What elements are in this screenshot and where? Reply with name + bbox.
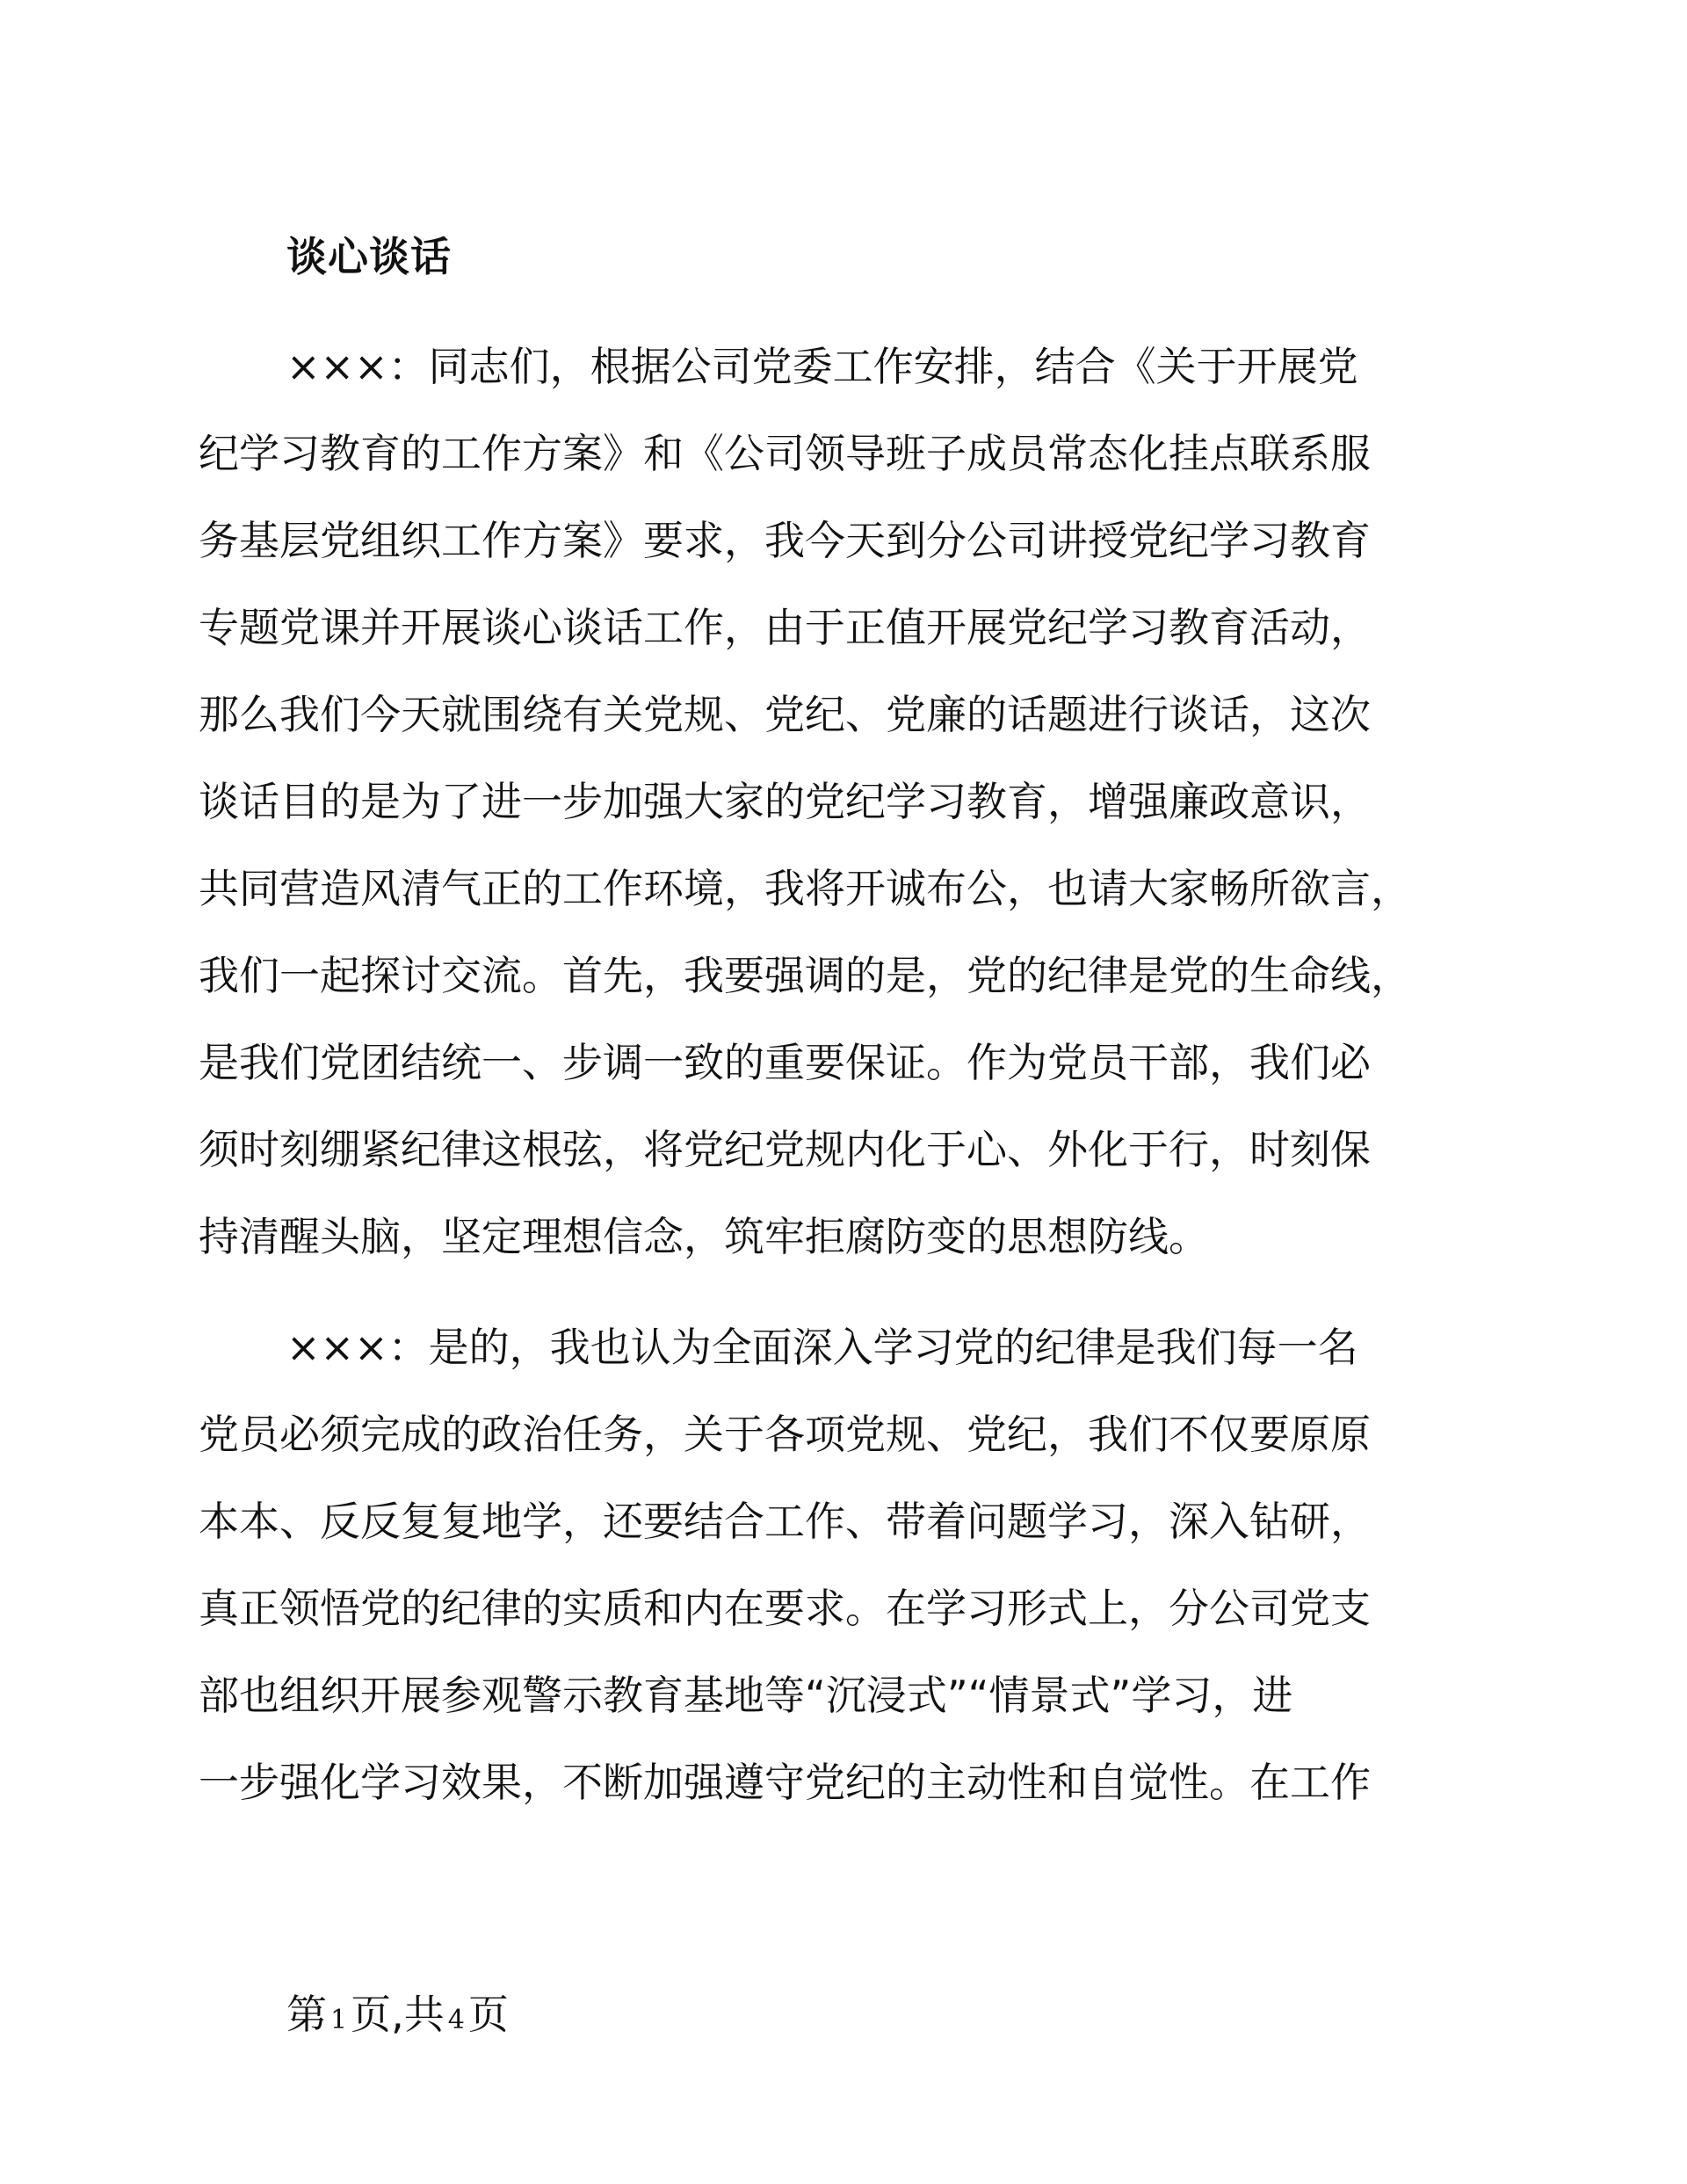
paragraph-line: ×××：同志们，根据公司党委工作安排，结合《关于开展党 xyxy=(286,343,1358,390)
paragraph-line: 是我们党团结统一、步调一致的重要保证。作为党员干部，我们必 xyxy=(199,1039,1371,1086)
paragraph-2 xyxy=(199,1304,1534,1826)
paragraph-line: 那么我们今天就围绕有关党规、党纪、党廉的话题进行谈话，这次 xyxy=(199,691,1371,738)
paragraph-line: 务基层党组织工作方案》要求，我今天到分公司讲授党纪学习教育 xyxy=(199,517,1371,564)
paragraph-1 xyxy=(199,323,1534,1281)
document-title: 谈心谈话 xyxy=(286,233,452,280)
footer-suffix: 页 xyxy=(467,1991,509,2038)
paragraph-line: 谈话目的是为了进一步加强大家的党纪学习教育，增强廉政意识， xyxy=(199,778,1371,825)
footer-current-page: 1 xyxy=(330,2005,348,2035)
paragraph-line: 党员必须完成的政治任务，关于各项党规、党纪，我们不仅要原原 xyxy=(199,1411,1371,1458)
footer-prefix: 第 xyxy=(286,1991,327,2038)
paragraph-line: 须时刻绷紧纪律这根弦，将党纪党规内化于心、外化于行，时刻保 xyxy=(199,1126,1371,1173)
paragraph-line: ×××：是的，我也认为全面深入学习党的纪律是我们每一名 xyxy=(286,1324,1358,1371)
paragraph-line: 真正领悟党的纪律的实质和内在要求。在学习形式上，分公司党支 xyxy=(199,1585,1371,1632)
paragraph-line: 共同营造风清气正的工作环境，我将开诚布公，也请大家畅所欲言， xyxy=(199,865,1411,912)
footer-total-pages: 4 xyxy=(447,2005,465,2035)
paragraph-line: 持清醒头脑，坚定理想信念，筑牢拒腐防变的思想防线。 xyxy=(199,1213,1209,1260)
footer-middle: 页,共 xyxy=(351,1991,445,2038)
paragraph-line: 专题党课并开展谈心谈话工作，由于正值开展党纪学习教育活动， xyxy=(199,604,1371,651)
paragraph-line: 一步强化学习效果，不断加强遵守党纪的主动性和自觉性。在工作 xyxy=(199,1759,1371,1806)
paragraph-line: 部也组织开展参观警示教育基地等“沉浸式”“情景式”学习，进 xyxy=(199,1672,1293,1719)
paragraph-line: 纪学习教育的工作方案》和《公司领导班子成员常态化挂点联系服 xyxy=(199,430,1371,477)
paragraph-line: 我们一起探讨交流。首先，我要强调的是，党的纪律是党的生命线， xyxy=(199,952,1411,999)
page-footer xyxy=(286,1988,509,2047)
paragraph-line: 本本、反反复复地学，还要结合工作、带着问题学习，深入钻研， xyxy=(199,1498,1371,1545)
